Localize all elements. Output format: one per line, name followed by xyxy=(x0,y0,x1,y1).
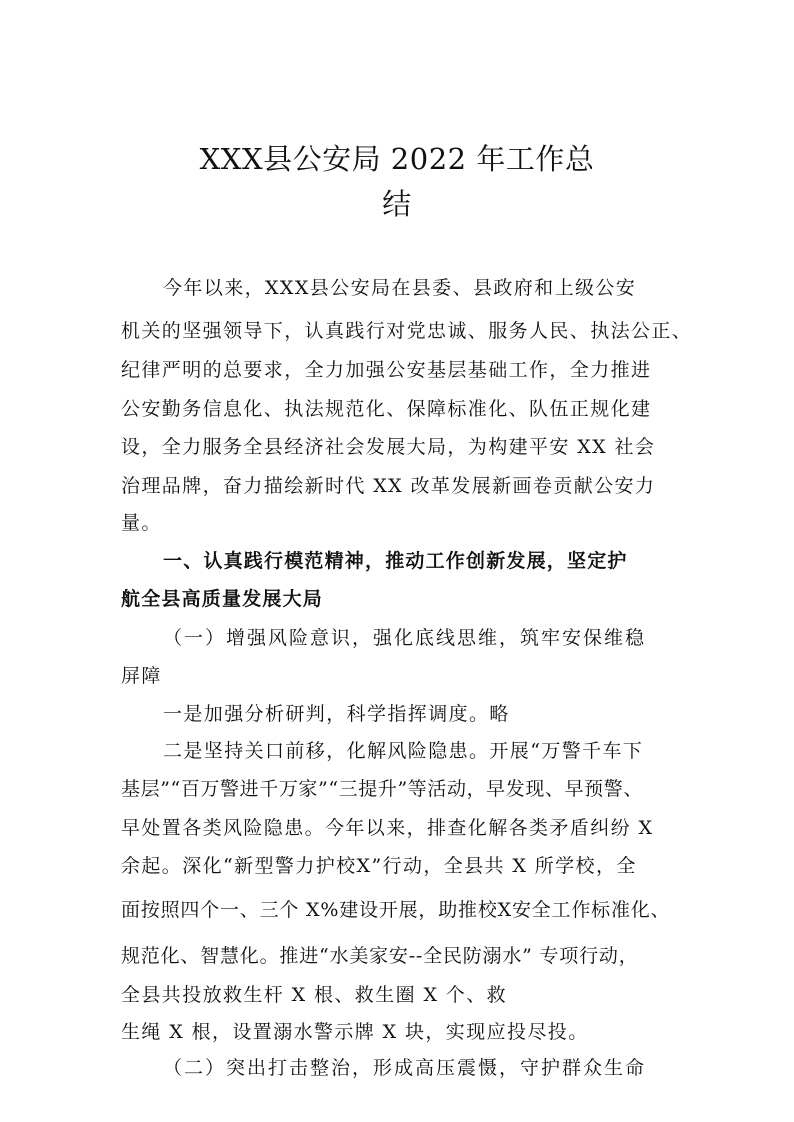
paragraph-line: 面按照四个一、三个 X%建设开展，助推校X安全工作标准化、 xyxy=(121,899,671,921)
paragraph-line: 公安勤务信息化、执法规范化、保障标准化、队伍正规化建 xyxy=(121,398,652,420)
paragraph-line: 今年以来，XXX县公安局在县委、县政府和上级公安 xyxy=(163,277,637,299)
paragraph-line: 量。 xyxy=(121,512,162,534)
heading-line: 一、认真践行模范精神，推动工作创新发展，坚定护 xyxy=(163,550,628,572)
paragraph-line: 基层”“百万警进千万家”“三提升”等活动，早发现、早预警、 xyxy=(121,778,643,800)
paragraph-line: 纪律严明的总要求，全力加强公安基层基础工作，全力推进 xyxy=(121,359,652,381)
paragraph-line: 规范化、智慧化。推进“水美家安--全民防溺水” 专项行动， xyxy=(121,945,639,967)
paragraph-line: 二是坚持关口前移，化解风险隐患。开展“万警千车下 xyxy=(163,740,644,762)
paragraph-line: 生绳 X 根，设置溺水警示牌 X 块，实现应投尽投。 xyxy=(121,1021,589,1043)
subheading-line: （一）增强风险意识，强化底线思维，筑牢安保维稳 xyxy=(163,627,647,649)
heading-line: 航全县高质量发展大局 xyxy=(121,588,324,610)
paragraph-line: 全县共投放救生杆 X 根、救生圈 X 个、救 xyxy=(121,984,508,1006)
paragraph-line: 余起。深化“新型警力护校X”行动，全县共 X 所学校，全 xyxy=(121,855,637,877)
subheading-line: 屏障 xyxy=(121,665,162,687)
paragraph-line: 设，全力服务全县经济社会发展大局，为构建平安 XX 社会 xyxy=(121,436,656,458)
paragraph-line: 早处置各类风险隐患。今年以来，排查化解各类矛盾纠纷 X xyxy=(121,817,654,839)
point-1-text: 一是加强分析研判，科学指挥调度。略 xyxy=(163,703,510,725)
subsection-2-heading: （二）突出打击整治，形成高压震慑，守护群众生命 xyxy=(163,1057,647,1079)
paragraph-line: 治理品牌，奋力描绘新时代 XX 改革发展新画卷贡献公安力 xyxy=(121,475,656,497)
document-title-line-1: XXX县公安局 2022 年工作总 xyxy=(199,142,595,176)
document-title-line-2: 结 xyxy=(382,187,412,221)
paragraph-line: 机关的坚强领导下，认真践行对党忠诚、服务人民、执法公正、 xyxy=(121,320,693,342)
